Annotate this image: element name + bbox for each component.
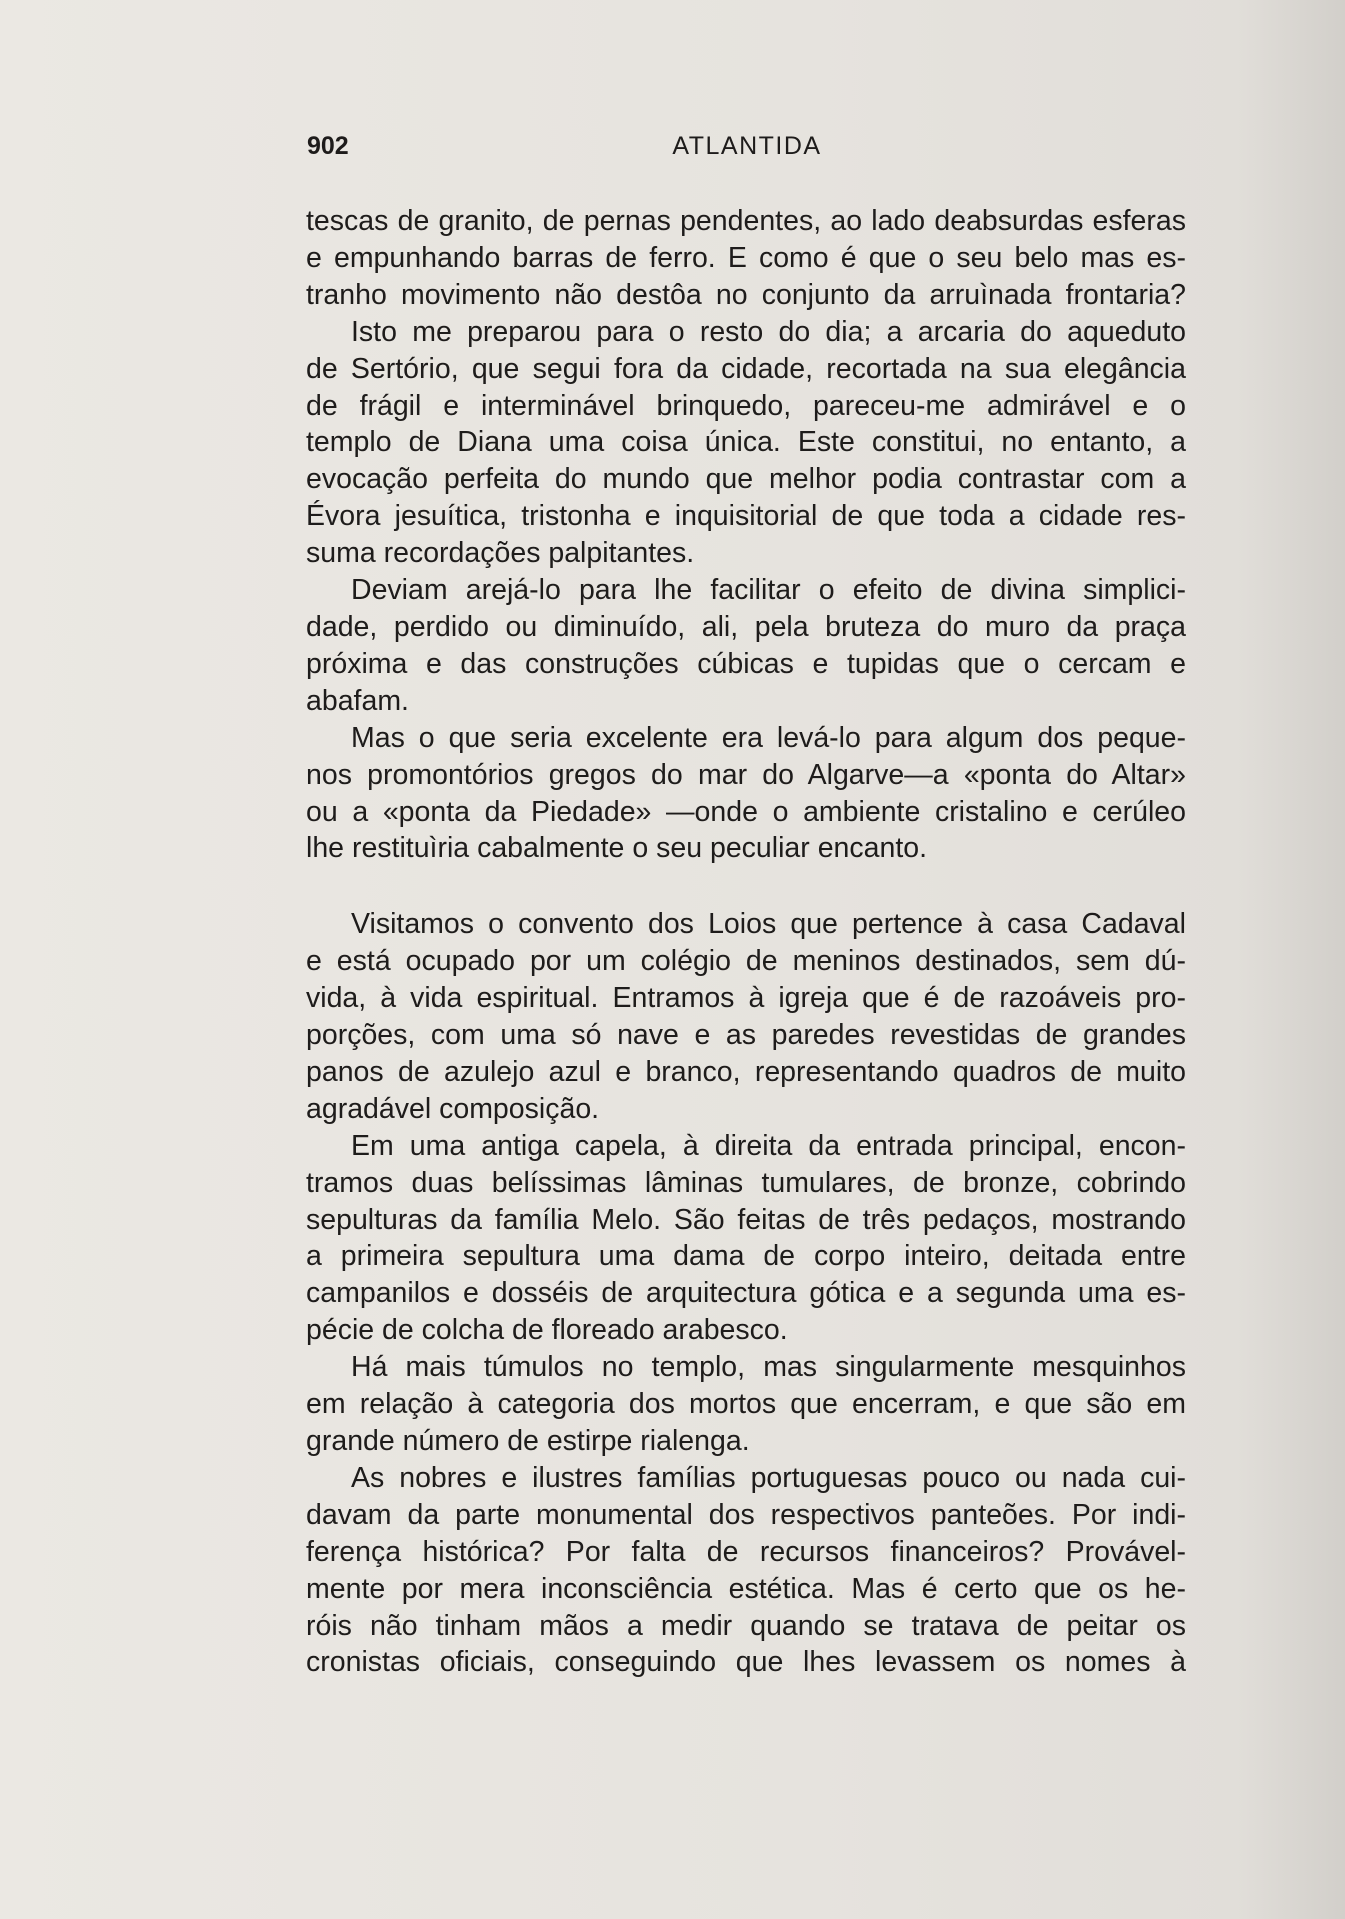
text-line: róis não tinham mãos a medir quando se tratava de peitar os: [306, 1609, 1186, 1642]
paragraph: [306, 1128, 1186, 1349]
page-number: 902: [307, 132, 349, 160]
paragraph: [306, 906, 1186, 1127]
text-line: Évora jesuítica, tristonha e inquisitorial de que toda a cidade res-: [306, 500, 1186, 533]
text-line: nos promontórios gregos do mar do Algarve—a «ponta do Altar»: [306, 758, 1186, 791]
text-line: de frágil e interminável brinquedo, pareceu-me admirável e o: [306, 389, 1186, 422]
text-line: lhe restituìria cabalmente o seu peculiar encanto.: [306, 832, 928, 865]
text-line: cronistas oficiais, conseguindo que lhes levassem os nomes à: [306, 1646, 1186, 1679]
text-line: vida, à vida espiritual. Entramos à igreja que é de razoáveis pro-: [306, 982, 1186, 1015]
text-line: As nobres e ilustres famílias portuguesas pouco ou nada cui-: [351, 1461, 1186, 1494]
paragraph: [306, 720, 1186, 868]
paragraph: [306, 1460, 1186, 1681]
paragraph: [306, 203, 1186, 314]
running-title: ATLANTIDA: [672, 132, 822, 160]
text-line: Visitamos o convento dos Loios que pertence à casa Cadaval: [351, 908, 1186, 941]
text-line: próxima e das construções cúbicas e tupidas que o cercam e: [306, 647, 1186, 680]
text-line: abafam.: [306, 684, 409, 717]
text-line: grande número de estirpe rialenga.: [306, 1425, 750, 1457]
paragraph: [306, 1349, 1186, 1460]
text-line: tescas de granito, de pernas pendentes, ao lado deabsurdas esferas: [306, 205, 1186, 237]
text-line: dade, perdido ou diminuído, ali, pela bruteza do muro da praça: [306, 610, 1186, 643]
text-line: e está ocupado por um colégio de meninos destinados, sem dú-: [306, 945, 1186, 978]
page-header: [307, 132, 1187, 172]
text-line: de Sertório, que segui fora da cidade, recortada na sua elegância: [306, 352, 1186, 385]
paragraph: [306, 572, 1186, 720]
text-line: e empunhando barras de ferro. E como é que o seu belo mas es-: [306, 241, 1186, 274]
text-line: a primeira sepultura uma dama de corpo inteiro, deitada entre: [306, 1240, 1186, 1273]
body-text: [306, 203, 1186, 1681]
text-line: Há mais túmulos no templo, mas singularmente mesquinhos: [351, 1351, 1186, 1384]
text-line: ferença histórica? Por falta de recursos financeiros? Provável-: [306, 1535, 1186, 1568]
text-line: panos de azulejo azul e branco, representando quadros de muito: [306, 1055, 1186, 1088]
paragraph: [306, 314, 1186, 572]
text-line: Isto me preparou para o resto do dia; a arcaria do aqueduto: [351, 315, 1186, 348]
text-line: agradável composição.: [306, 1092, 600, 1125]
text-line: evocação perfeita do mundo que melhor podia contrastar com a: [306, 463, 1186, 496]
text-line: ou a «ponta da Piedade» —onde o ambiente cristalino e cerúleo: [306, 795, 1186, 828]
text-line: tramos duas belíssimas lâminas tumulares, de bronze, cobrindo: [306, 1166, 1186, 1199]
text-line: suma recordações palpitantes.: [306, 537, 695, 570]
text-line: pécie de colcha de floreado arabesco.: [306, 1314, 788, 1347]
text-line: porções, com uma só nave e as paredes revestidas de grandes: [306, 1019, 1186, 1052]
text-line: Deviam arejá-lo para lhe facilitar o efeito de divina simplici-: [351, 574, 1186, 607]
text-line: mente por mera inconsciência estética. Mas é certo que os he-: [306, 1572, 1186, 1605]
text-line: sepulturas da família Melo. São feitas de três pedaços, mostrando: [306, 1203, 1186, 1236]
text-line: campanilos e dosséis de arquitectura gótica e a segunda uma es-: [306, 1277, 1186, 1310]
text-line: davam da parte monumental dos respectivos panteões. Por indi-: [306, 1498, 1186, 1531]
text-line: tranho movimento não destôa no conjunto da arruìnada frontaria?: [306, 278, 1186, 311]
text-line: templo de Diana uma coisa única. Este constitui, no entanto, a: [306, 426, 1186, 459]
text-line: em relação à categoria dos mortos que encerram, e que são em: [306, 1388, 1186, 1421]
text-line: Mas o que seria excelente era levá-lo para algum dos peque-: [351, 721, 1186, 754]
text-line: Em uma antiga capela, à direita da entrada principal, encon-: [351, 1129, 1186, 1162]
